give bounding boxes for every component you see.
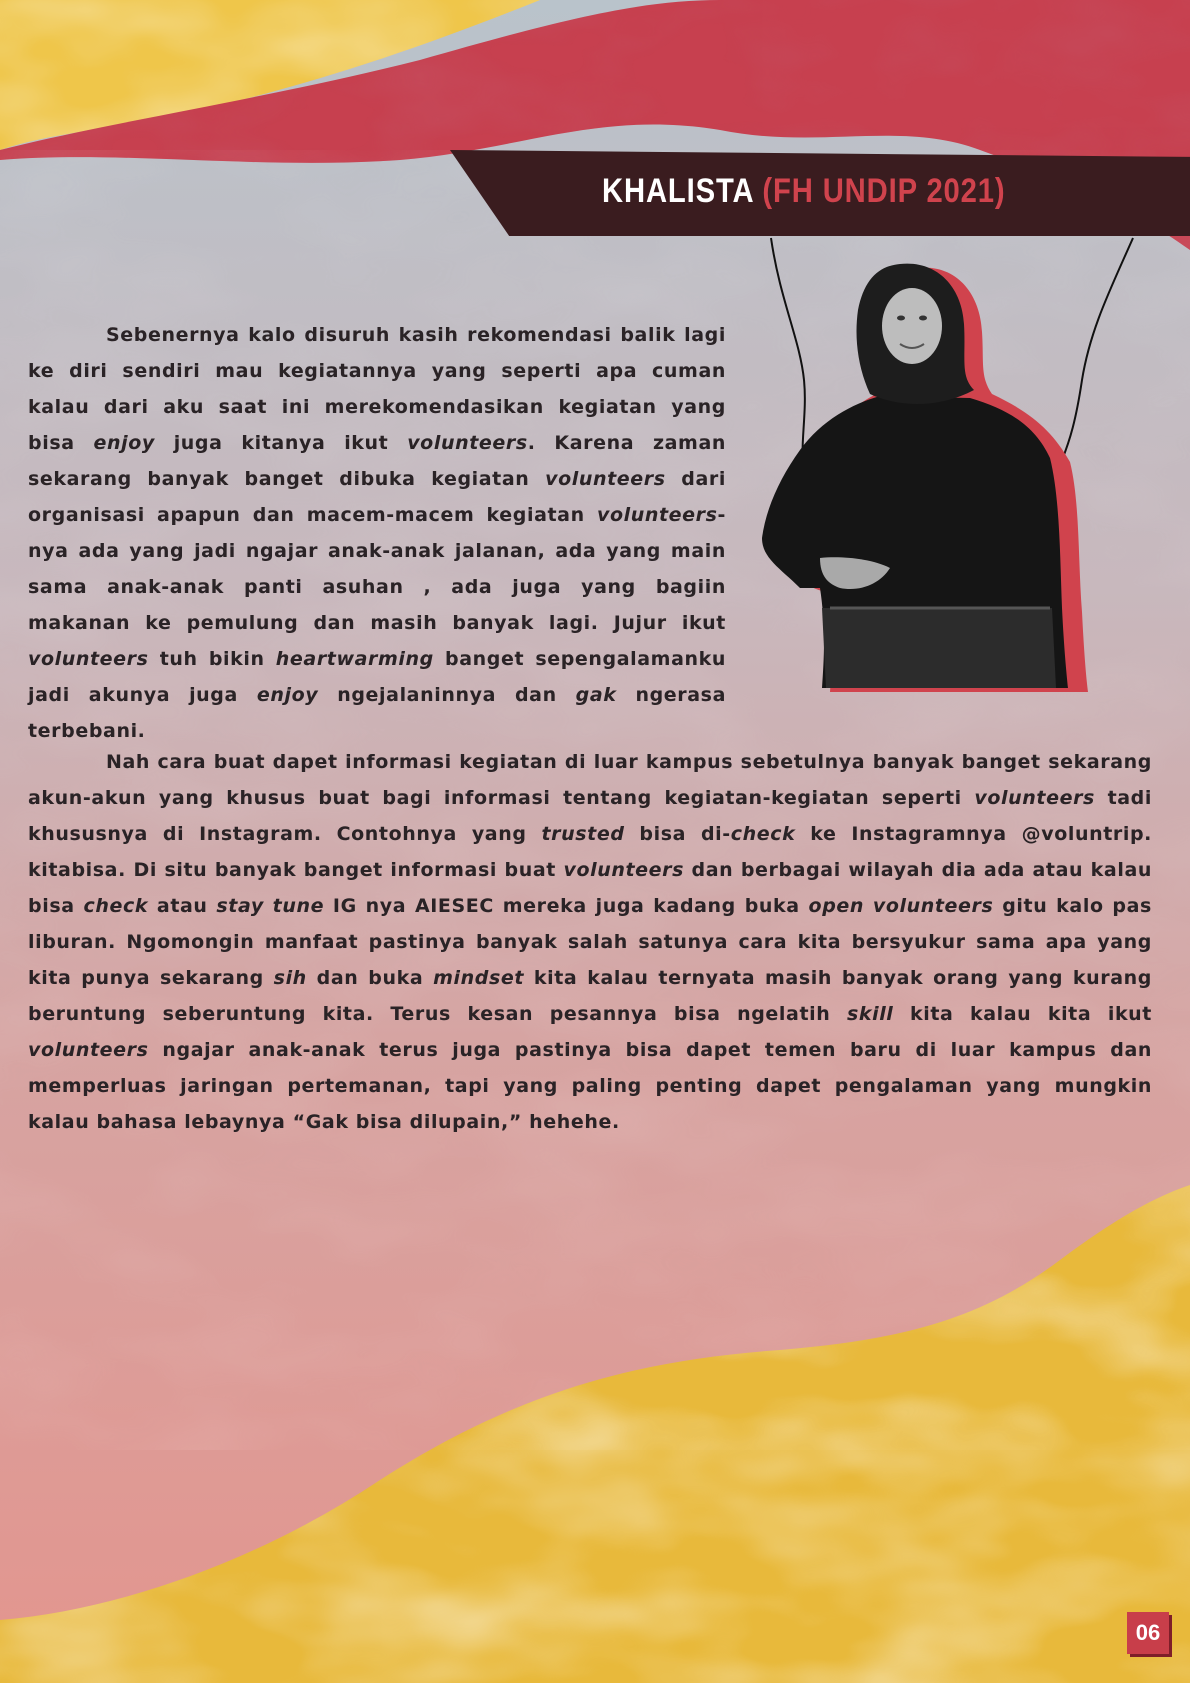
- paragraph-info-italic-run: sih: [273, 967, 307, 989]
- paragraph-info-run: kita kalau kita ikut: [893, 1003, 1152, 1025]
- paragraph-info-run: tadi khususnya di Instagram. Contohnya yang: [28, 787, 1152, 845]
- paragraph-info-italic-run: check: [730, 823, 796, 845]
- paragraph-intro-run: ngejalaninnya dan: [318, 684, 576, 706]
- paragraph-info-italic-run: stay tune: [216, 895, 325, 917]
- paragraph-intro-italic-run: heartwarming: [275, 648, 434, 670]
- paragraph-info-run: bisa di-: [624, 823, 731, 845]
- paragraph-info-run: gitu kalo pas liburan. Ngomongin manfaat pastinya banyak salah satunya cara kita bersyukur sama apa yang kita punya sekarang: [28, 895, 1152, 989]
- paragraph-info-italic-run: mindset: [433, 967, 525, 989]
- paragraph-intro-italic-run: volunteers: [28, 648, 149, 670]
- paragraph-intro-italic-run: volunteers: [596, 504, 718, 526]
- paragraph-info-run: kita kalau ternyata masih banyak orang yang kurang beruntung seberuntung kita. Terus kesan pesannya bisa ngelatih: [28, 967, 1152, 1025]
- paragraph-info-italic-run: trusted: [541, 823, 625, 845]
- paragraph-intro-run: Sebenernya kalo disuruh kasih rekomendasi balik lagi ke diri sendiri mau kegiatannya yang seperti apa cuman kalau dari aku saat ini merekomendasikan kegiatan yang bisa: [28, 324, 726, 454]
- page-number-badge: 06: [1127, 1612, 1169, 1654]
- paragraph-info-italic-run: skill: [846, 1003, 894, 1025]
- paragraph-info-run: dan buka: [306, 967, 434, 989]
- paragraph-info: [28, 744, 1152, 1140]
- paragraph-intro-run: dari organisasi apapun dan macem-macem kegiatan: [28, 468, 727, 526]
- paragraph-intro-run: . Karena zaman sekarang banyak banget dibuka kegiatan: [28, 432, 726, 490]
- paragraph-info-run: IG nya AIESEC mereka juga kadang buka: [324, 895, 809, 917]
- paragraph-intro-run: juga kitanya ikut: [154, 432, 408, 454]
- paragraph-info-run: atau: [148, 895, 217, 917]
- paragraph-info-run: ke Instagramnya @voluntrip. kitabisa. Di situ banyak banget informasi buat: [28, 823, 1152, 881]
- person-photo: [760, 258, 1080, 688]
- paragraph-info-run: ngajar anak-anak terus juga pastinya bisa dapet temen baru di luar kampus dan memperluas jaringan pertemanan, tapi yang paling penting dapet pengalaman yang mungkin kalau bahasa lebaynya “Gak bisa dilupain,” hehehe.: [28, 1039, 1152, 1133]
- paragraph-info-italic-run: volunteers: [974, 787, 1095, 809]
- paragraph-info-italic-run: open volunteers: [808, 895, 994, 917]
- paragraph-info-italic-run: check: [83, 895, 149, 917]
- person-photo-grayscale: [760, 258, 1080, 688]
- paragraph-intro-italic-run: enjoy: [256, 684, 319, 706]
- page-title: [602, 172, 1006, 218]
- paragraph-intro-run: tuh bikin: [148, 648, 276, 670]
- paragraph-intro-run: -nya ada yang jadi ngajar anak-anak jalanan, ada yang main sama anak-anak panti asuhan , ada juga yang bagiin makanan ke pemulung dan masih banyak lagi. Jujur ikut: [28, 504, 726, 634]
- paragraph-intro: [28, 317, 726, 749]
- paragraph-intro-italic-run: gak: [575, 684, 617, 706]
- paragraph-info-italic-run: volunteers: [563, 859, 685, 881]
- paragraph-info-italic-run: volunteers: [28, 1039, 149, 1061]
- paragraph-intro-run: banget sepengalamanku jadi akunya juga: [28, 648, 726, 706]
- paragraph-intro-italic-run: enjoy: [93, 432, 155, 454]
- paragraph-intro-italic-run: volunteers: [545, 468, 666, 490]
- paragraph-info-run: Nah cara buat dapet informasi kegiatan di luar kampus sebetulnya banyak banget sekarang akun-akun yang khusus buat bagi informasi tentang kegiatan-kegiatan seperti: [28, 751, 1152, 809]
- paragraph-intro-run: ngerasa terbebani.: [28, 684, 727, 742]
- paragraph-intro-italic-run: volunteers: [407, 432, 528, 454]
- person-name: KHALISTA: [602, 172, 754, 210]
- paragraph-info-run: dan berbagai wilayah dia ada atau kalau bisa: [28, 859, 1152, 917]
- person-affiliation: (FH UNDIP 2021): [762, 172, 1006, 210]
